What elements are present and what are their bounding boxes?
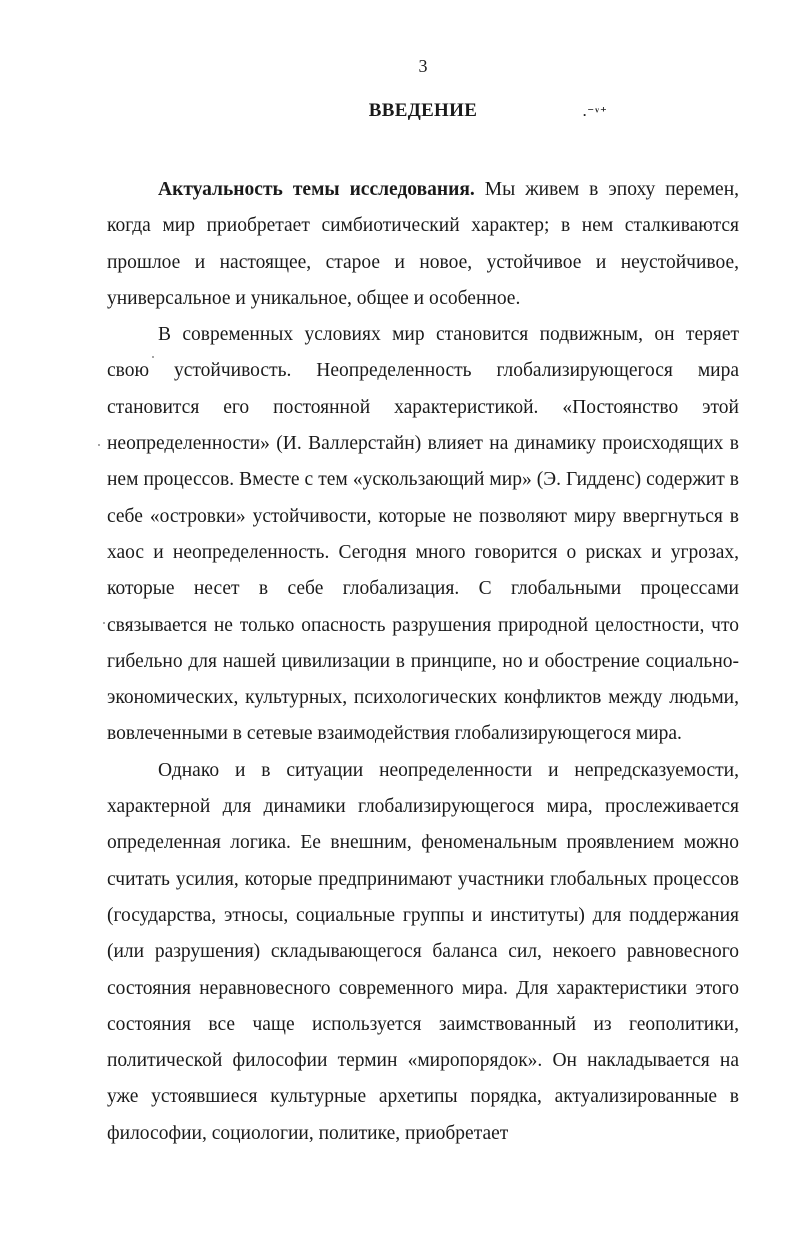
section-title: ВВЕДЕНИЕ <box>368 100 478 121</box>
scan-mark: .⁻ᵛ⁺ <box>583 104 608 119</box>
paragraph-text: Мы живем в эпоху перемен, когда мир приобретает симбиотический характер; в нем сталкиваются прошлое и настоящее, старое и новое, устойчивое и неустойчивое, универсальное и уникальное, общее и особенное. <box>107 179 740 309</box>
paragraph-3 <box>107 753 739 1152</box>
page-number: 3 <box>418 56 428 76</box>
paragraph-text: Однако и в ситуации неопределенности и непредсказуемости, характерной для динамики глобализирующегося мира, прослеживается определенная логика. Ее внешним, феноменальным проявлением можно считать усилия, которые предпринимают участники глобальных процессов (государства, этносы, социальные группы и институты) для поддержания (или разрушения) складывающегося баланса сил, некоего равновесного состояния неравновесного современного мира. Для характеристики этого состояния все чаще используется заимствованный из геополитики, политической философии термин «миропорядок». Он накладывается на уже устоявшиеся культурные архетипы порядка, актуализированные в философии, социологии, политике, приобретает <box>107 759 739 1144</box>
scan-speck <box>98 444 100 446</box>
paragraph-2 <box>107 317 739 753</box>
scan-speck <box>103 622 105 624</box>
paragraph-text: В современных условиях мир становится подвижным, он теряет свою устойчивость. Неопределенность глобализирующегося мира становится его постоянной характеристикой. «Постоянство этой неопределенности» (И. Валлерстайн) влияет на динамику происходящих в нем процессов. Вместе с тем «ускользающий мир» (Э. Гидденс) содержит в себе «островки» устойчивости, которые не позволяют миру ввергнуться в хаос и неопределенность. Сегодня много говорится о рисках и угрозах, которые несет в себе глобализация. С глобальными процессами связывается не только опасность разрушения природной целостности, что гибельно для нашей цивилизации в принципе, но и обострение социально-экономических, культурных, психологических конфликтов между людьми, вовлеченными в сетевые взаимодействия глобализирующегося мира. <box>107 324 739 745</box>
paragraph-lead: Актуальность темы исследования. <box>158 179 475 200</box>
paragraph-1 <box>107 172 739 317</box>
scan-speck <box>152 356 154 358</box>
body-text <box>107 172 739 1152</box>
